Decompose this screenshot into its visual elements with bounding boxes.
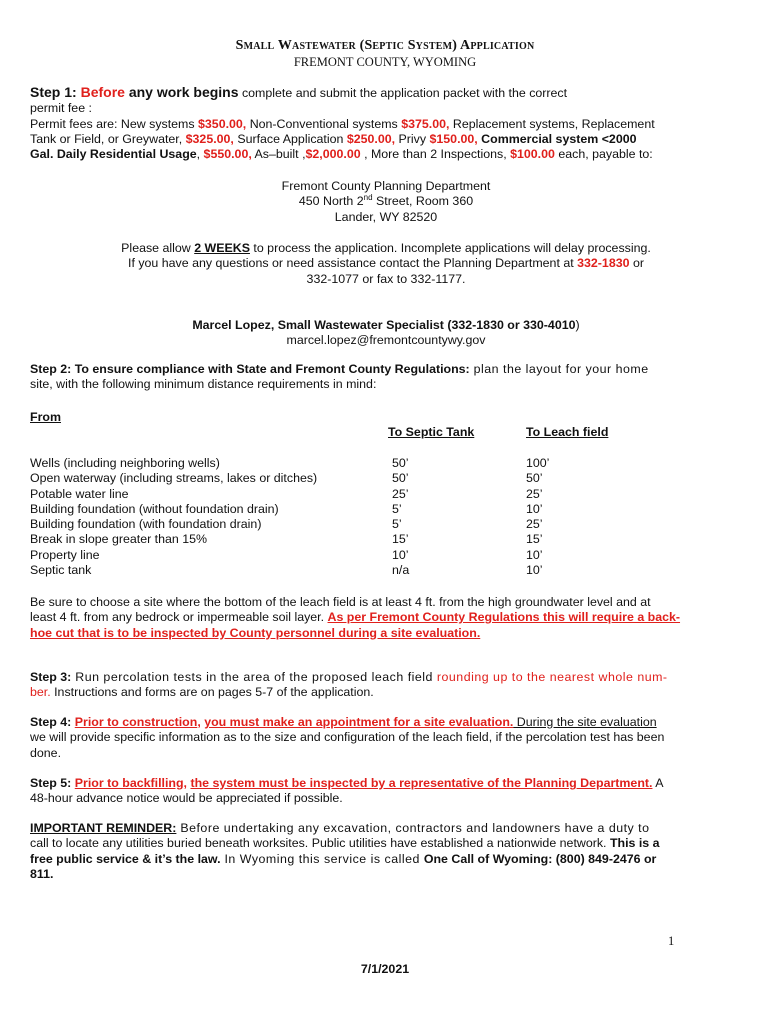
table-row: Potable water line 25’ 25’ [30, 486, 543, 501]
site-paragraph: Be sure to choose a site where the bottom of the leach field is at least 4 ft. from the high groundwater level and at least 4 ft. from any bedrock or impermeable soil layer. As per Fremont County Regulations this will require a back- hoe cut that is to be inspected by County personnel during a site evaluation. [30, 595, 681, 640]
planning-phone: 332-1830 [577, 256, 630, 271]
step1-label: Step 1: [30, 84, 77, 100]
revision-date: 7/1/2021 [360, 962, 410, 976]
mailing-address [30, 179, 742, 225]
fees-line3: Gal. Daily Residential Usage, $550.00, As–built ,$2,000.00 , More than 2 Inspections, $100.00 each, payable to: [30, 147, 653, 162]
distance-table [30, 456, 742, 578]
address-line1: Fremont County Planning Department [281, 179, 491, 193]
one-call-number: One Call of Wyoming: (800) 849-2476 or [423, 851, 657, 866]
table-row: Break in slope greater than 15% 15’ 15’ [30, 532, 543, 547]
processing-notice: Please allow 2 WEEKS to process the application. Incomplete applications will delay processing. If you have any questions or need assistance contact the Planning Department at 332-1830 or 332-1077 or fax to 332-1177. [121, 241, 651, 286]
contact-email: marcel.lopez@fremontcountywy.gov [286, 333, 486, 348]
contact-name: Marcel Lopez, Small Wastewater Specialist [192, 318, 444, 332]
two-weeks: 2 WEEKS [194, 241, 250, 255]
document-subtitle: FREMONT COUNTY, WYOMING [293, 55, 477, 69]
table-col-septic-tank: To Septic Tank [388, 425, 475, 439]
page-number: 1 [668, 934, 675, 948]
table-col-leach-field: To Leach field [526, 425, 609, 439]
step3-label: Step 3: [30, 670, 72, 684]
step3-paragraph: Step 3: Run percolation tests in the area of the proposed leach field rounding up to the nearest whole num- ber. Instructions and forms are on pages 5-7 of the application. [30, 670, 668, 700]
step1-any-work: any work begins [128, 84, 239, 100]
step5-label: Step 5: [30, 776, 75, 790]
important-reminder: IMPORTANT REMINDER: Before undertaking any excavation, contractors and landowners have a duty to call to locate any utilities buried beneath worksites. Public utilities have established a nationwide network. This is a free public service & it’s the law. In Wyoming this service is called One Call of Wyoming: (800) 849-2476 or 811. [30, 821, 660, 881]
step2-paragraph: Step 2: To ensure compliance with State and Fremont County Regulations: plan the layout for your home site, with the following minimum distance requirements in mind: [30, 362, 649, 392]
table-from-header: From [30, 410, 61, 424]
reminder-label: IMPORTANT REMINDER: [30, 821, 177, 835]
step1-text2: permit fee : [30, 101, 92, 116]
step4-label: Step 4: [30, 715, 75, 729]
regulation-note: As per Fremont County Regulations this will require a back- [327, 610, 681, 625]
step1-paragraph [30, 85, 742, 162]
step5-paragraph: Step 5: Prior to backfilling, the system must be inspected by a representative of the Planning Department. A 48-hour advance notice would be appreciated if possible. [30, 776, 664, 806]
document-title: Small Wastewater (Septic System) Application [235, 38, 535, 53]
table-row: Open waterway (including streams, lakes or ditches) 50’ 50’ [30, 471, 543, 486]
contact-block: Marcel Lopez, Small Wastewater Specialist (332-1830 or 330-4010) marcel.lopez@fremontcountywy.gov [30, 318, 742, 349]
fees-line2: Tank or Field, or Greywater, $325.00, Surface Application $250.00, Privy $150.00, Commercial system <2000 [30, 131, 637, 146]
address-line2: 450 North 2nd Street, Room 360 [298, 193, 474, 209]
step1-text1: complete and submit the application packet with the correct [238, 86, 568, 100]
fees-line1: Permit fees are: New systems $350.00, Non-Conventional systems $375.00, Replacement systems, Replacement [30, 116, 655, 131]
table-row: Building foundation (with foundation drain) 5’ 25’ [30, 517, 543, 532]
table-row: Property line 10’ 10’ [30, 547, 543, 562]
step1-before: Before [80, 84, 125, 100]
table-row: Wells (including neighboring wells) 50’ 100’ [30, 456, 550, 470]
table-row: Building foundation (without foundation drain) 5’ 10’ [30, 501, 543, 516]
address-line3: Lander, WY 82520 [334, 209, 438, 224]
step2-label: Step 2: To ensure compliance with State and Fremont County Regulations: [30, 362, 470, 376]
step4-paragraph: Step 4: Prior to construction, you must make an appointment for a site evaluation. During the site evaluation we will provide specific information as to the size and configuration of the leach field, if the percolation test has been done. [30, 715, 665, 760]
table-row: Septic tank n/a 10’ [30, 563, 543, 578]
